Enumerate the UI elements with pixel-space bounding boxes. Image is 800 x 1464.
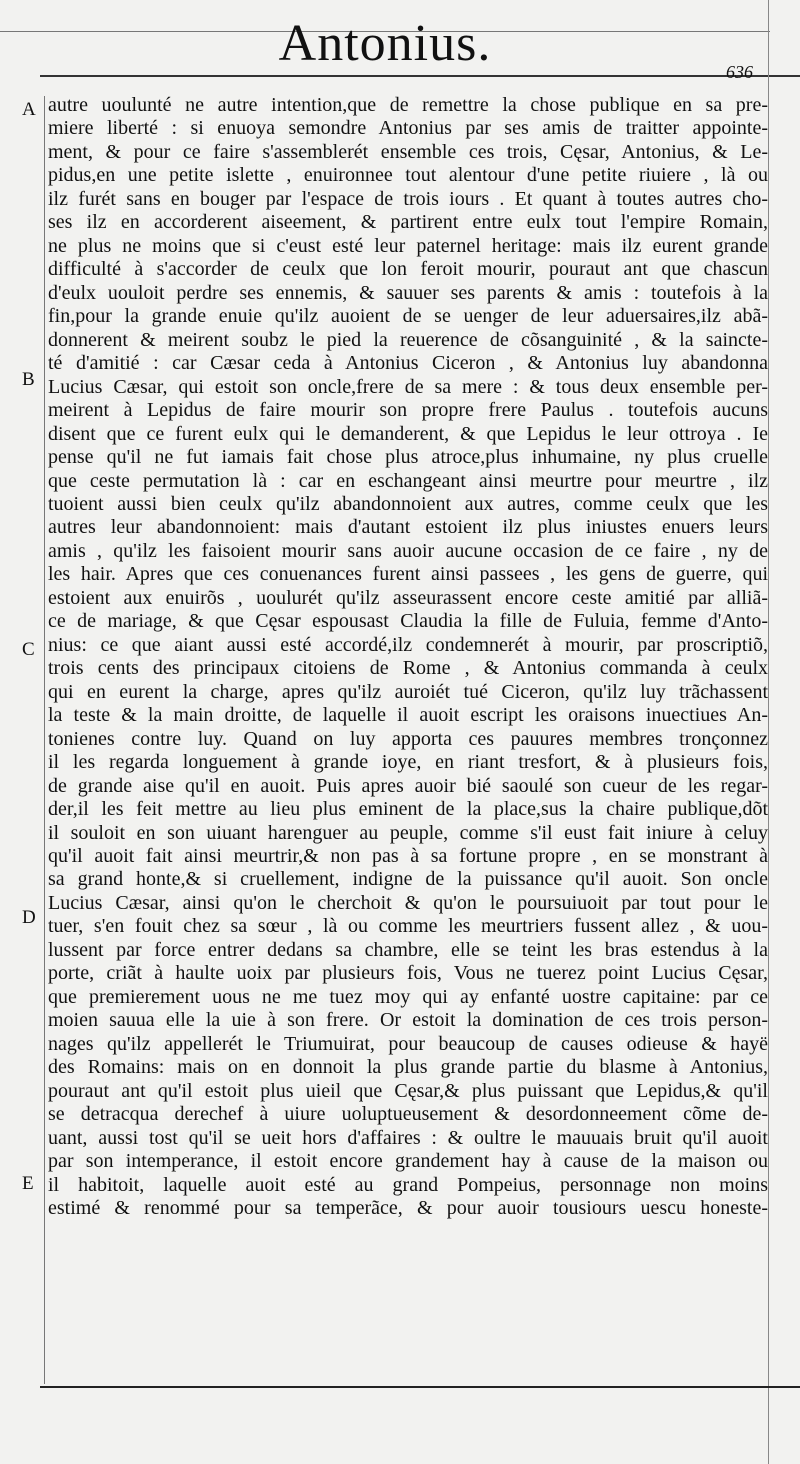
margin-marker-a: A: [22, 99, 36, 120]
text-line: donnerent & meirent soubz le pied la reuerence de cõsanguinité , & la saincte-: [48, 328, 768, 351]
page-number: 636: [726, 62, 753, 82]
text-line: la teste & la main droitte, de laquelle il auoit escript les oraisons inuectiues An-: [48, 704, 768, 727]
text-line: moien sauua elle la uie à son frere. Or estoit la domination de ces trois person-: [48, 1009, 768, 1032]
text-line: té d'amitié : car Cæsar ceda à Antonius Ciceron , & Antonius luy abandonna: [48, 352, 768, 375]
text-line: il habitoit, laquelle auoit esté au grand Pompeius, personnage non moins: [48, 1173, 768, 1196]
text-line: disent que ce furent eulx qui le demanderent, & que Lepidus le leur ottroya . Ie: [48, 422, 768, 445]
text-line: fin,pour la grande enuie qu'ilz auoient de se uenger de leur aduersaires,ilz abã-: [48, 305, 768, 328]
text-line: les hair. Apres que ces conuenances furent ainsi passees , les gens de guerre, qui: [48, 563, 768, 586]
text-line: qu'il auoit fait ainsi meurtrir,& non pas à sa fortune propre , en se monstrant à: [48, 845, 768, 867]
text-line: miere liberté : si enuoya semondre Antonius par ses amis de traitter appointe-: [48, 117, 768, 140]
gutter-rule: [768, 0, 769, 1464]
text-line: nius: ce que aiant aussi esté accordé,ilz condemnerét à mourir, par proscriptiõ,: [48, 633, 768, 656]
text-line: qui en eurent la charge, apres qu'ilz auroiét tué Ciceron, qu'ilz luy trãchassent: [48, 680, 768, 703]
bottom-rule: [40, 1386, 800, 1388]
text-line: estoient aux enuirõs , uoulurét qu'ilz asseurassent encore ceste amitié par alliã-: [48, 586, 768, 609]
text-line: de grande aise qu'il en auoit. Puis apres auoir bié saoulé son cueur de les regar-: [48, 774, 768, 797]
text-line: pidus,en une petite islette , enuironnee tout alentour d'une petite riuiere , là ou: [48, 164, 768, 187]
text-line: des Romains: mais on en donnoit la plus grande partie du blasme à Antonius,: [48, 1056, 768, 1079]
margin-marker-e: E: [22, 1173, 34, 1194]
running-head-title: Antonius.: [278, 15, 492, 72]
text-line: tonienes contre luy. Quand on luy apporta ces pauures membres tronçonnez: [48, 727, 768, 750]
header-rule: [40, 75, 800, 77]
text-line: ses ilz en accorderent aiseement, & partirent entre eulx tout l'empire Romain,: [48, 211, 768, 234]
text-line: lussent par force entrer dedans sa chambre, elle se teint les bras estendus à la: [48, 938, 768, 961]
text-line: se detracqua derechef à uiure uoluptueusement & desordonneement cõme de-: [48, 1103, 768, 1126]
margin-marker-d: D: [22, 907, 36, 928]
body-text: [48, 94, 768, 1221]
text-line: pouraut ant qu'il estoit plus uieil que Cęsar,& plus puissant que Lepidus,& qu'il: [48, 1079, 768, 1102]
text-line: il souloit en son uiuant harenguer au peuple, comme s'il eust fait iniure à celuy: [48, 821, 768, 844]
text-line: der,il les feit mettre au lieu plus eminent de la place,sus la chaire publique,dõt: [48, 798, 768, 821]
text-line: meirent à Lepidus de faire mourir son propre frere Paulus . toutefois aucuns: [48, 399, 768, 422]
text-line: que premierement uous ne me tuez moy qui ay enfanté uostre capitaine: par ce: [48, 985, 768, 1008]
margin-marker-b: B: [22, 369, 35, 390]
text-line: par son intemperance, il estoit encore grandement hay à cause de la maison ou: [48, 1150, 768, 1173]
text-line: porte, criãt à haulte uoix par plusieurs fois, Vous ne tuerez point Lucius Cęsar,: [48, 962, 768, 985]
margin-marker-c: C: [22, 639, 35, 660]
text-line: il les regarda longuement à grande ioye, en riant tresfort, & à plusieurs fois,: [48, 751, 768, 774]
text-line: ilz furét sans en bouger par l'espace de trois iours . Et quant à toutes autres cho-: [48, 187, 768, 210]
text-line: sa grand honte,& si cruellement, indigne de la puissance qu'il auoit. Son oncle: [48, 868, 768, 891]
text-line: tuoient aussi bien ceulx qu'ilz abandonnoient aux autres, comme ceulx que les: [48, 492, 768, 515]
text-line: estimé & renommé pour sa temperãce, & pour auoir tousiours uescu honeste-: [48, 1197, 768, 1220]
text-line: difficulté à s'accorder de ceulx que lon feroit mourir, pouraut ant que chascun: [48, 258, 768, 281]
text-line: autres leur abandonnoient: mais d'autant estoient ilz plus iniustes enuers leurs: [48, 516, 768, 539]
text-line: Lucius Cæsar, ainsi qu'on le cherchoit & qu'on le poursuiuoit par tout pour le: [48, 891, 768, 914]
text-line: uant, aussi tost qu'il se ueit hors d'affaires : & oultre le mauuais bruit qu'il auoit: [48, 1126, 768, 1149]
text-line: d'eulx uouloit perdre ses ennemis, & sauuer ses parents & amis : toutefois à la: [48, 281, 768, 304]
text-line: que ceste permutation là : car en eschangeant ainsi meurtre pour meurtre , ilz: [48, 469, 768, 492]
text-line: ce de mariage, & que Cęsar espousast Claudia la fille de Fuluia, femme d'Anto-: [48, 610, 768, 633]
text-line: Lucius Cæsar, qui estoit son oncle,frere de sa mere : & tous deux ensemble per-: [48, 375, 768, 398]
text-line: amis , qu'ilz les faisoient mourir sans auoir aucune occasion de ce faire , ny de: [48, 539, 768, 562]
text-line: tuer, s'en fouit chez sa sœur , là ou comme les meurtriers fussent allez , & uou-: [48, 915, 768, 938]
text-line: ne plus ne moins que si c'eust esté leur paternel heritage: mais ilz eurent grande: [48, 234, 768, 257]
text-line: ment, & pour ce faire s'assemblerét ensemble ces trois, Cęsar, Antonius, & Le-: [48, 140, 768, 163]
text-line: autre uoulunté ne autre intention,que de remettre la chose publique en sa pre-: [48, 94, 768, 116]
text-line: pense qu'il ne fut iamais fait chose plus atroce,plus inhumaine, ny plus cruelle: [48, 446, 768, 469]
text-line: trois cents des principaux citoiens de Rome , & Antonius commanda à ceulx: [48, 657, 768, 680]
margin-rule: [44, 96, 45, 1384]
text-line: nages qu'ilz appellerét le Triumuirat, pour beaucoup de causes odieuse & hayë: [48, 1032, 768, 1055]
